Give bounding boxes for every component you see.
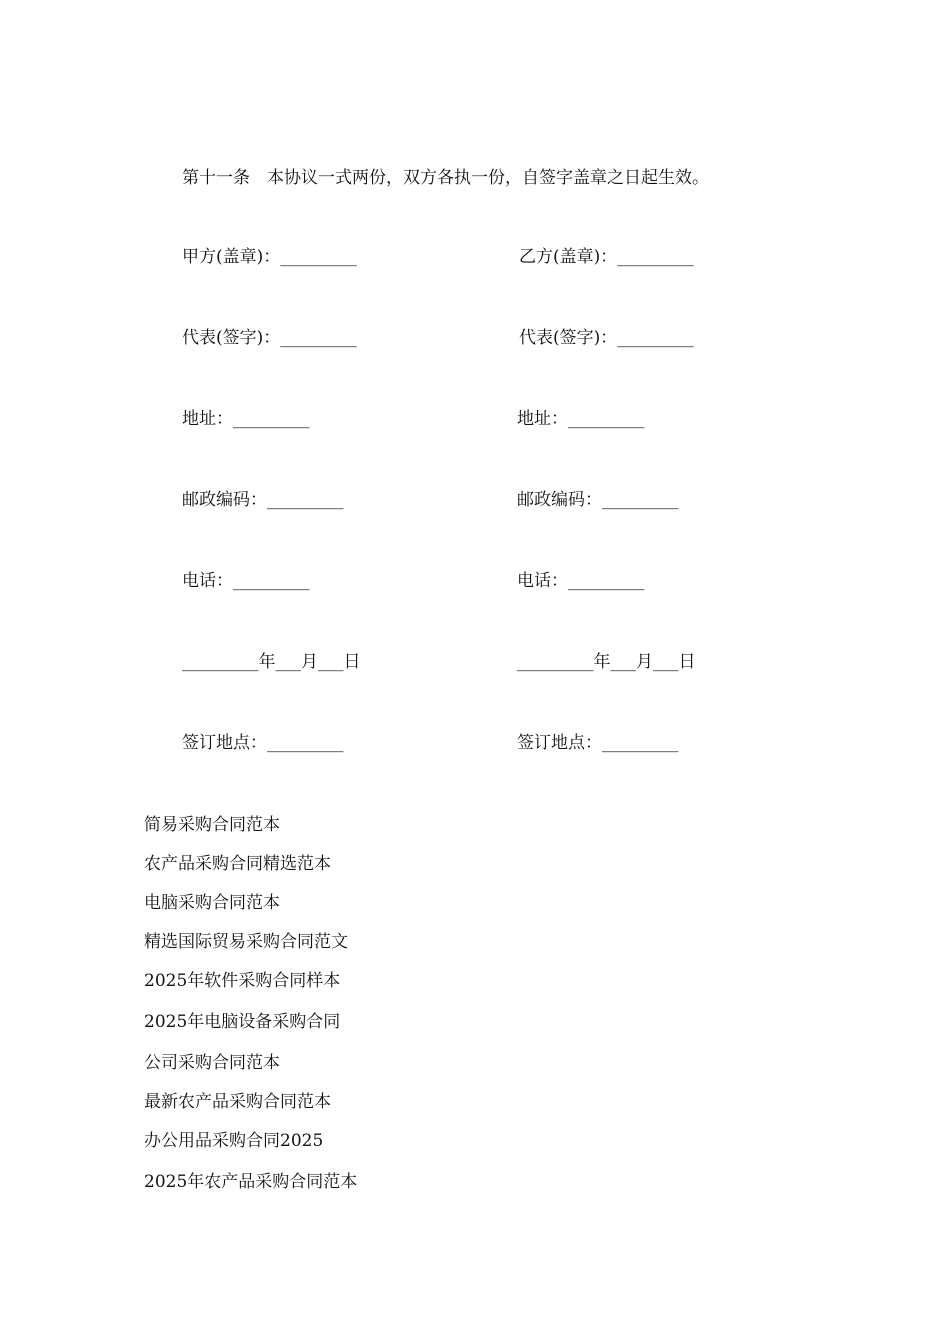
related-link[interactable]: 电脑采购合同范本 bbox=[144, 893, 280, 913]
party-b-postcode: 邮政编码：_________ bbox=[517, 490, 679, 510]
related-link[interactable]: 精选国际贸易采购合同范文 bbox=[144, 932, 348, 952]
party-a-signing-place: 签订地点：_________ bbox=[182, 733, 344, 753]
related-link[interactable]: 2025年农产品采购合同范本 bbox=[144, 1172, 358, 1192]
clause-eleven: 第十一条 本协议一式两份，双方各执一份，自签字盖章之日起生效。 bbox=[182, 168, 709, 188]
party-a-address: 地址：_________ bbox=[182, 409, 310, 429]
related-link[interactable]: 公司采购合同范本 bbox=[144, 1053, 280, 1073]
party-a-representative: 代表(签字)：_________ bbox=[182, 328, 357, 348]
party-b-signing-place: 签订地点：_________ bbox=[517, 733, 679, 753]
related-link[interactable]: 2025年软件采购合同样本 bbox=[144, 971, 341, 991]
related-link[interactable]: 2025年电脑设备采购合同 bbox=[144, 1012, 341, 1032]
related-link[interactable]: 简易采购合同范本 bbox=[144, 815, 280, 835]
party-b-phone: 电话：_________ bbox=[517, 571, 645, 591]
party-b-address: 地址：_________ bbox=[517, 409, 645, 429]
party-a-seal: 甲方(盖章)：_________ bbox=[182, 247, 357, 267]
party-a-date: _________年___月___日 bbox=[182, 652, 361, 672]
party-b-representative: 代表(签字)：_________ bbox=[519, 328, 694, 348]
related-link[interactable]: 办公用品采购合同2025 bbox=[144, 1131, 324, 1151]
party-b-date: _________年___月___日 bbox=[517, 652, 696, 672]
party-a-postcode: 邮政编码：_________ bbox=[182, 490, 344, 510]
related-link[interactable]: 最新农产品采购合同范本 bbox=[144, 1092, 331, 1112]
party-b-seal: 乙方(盖章)：_________ bbox=[519, 247, 694, 267]
party-a-phone: 电话：_________ bbox=[182, 571, 310, 591]
related-link[interactable]: 农产品采购合同精选范本 bbox=[144, 854, 331, 874]
